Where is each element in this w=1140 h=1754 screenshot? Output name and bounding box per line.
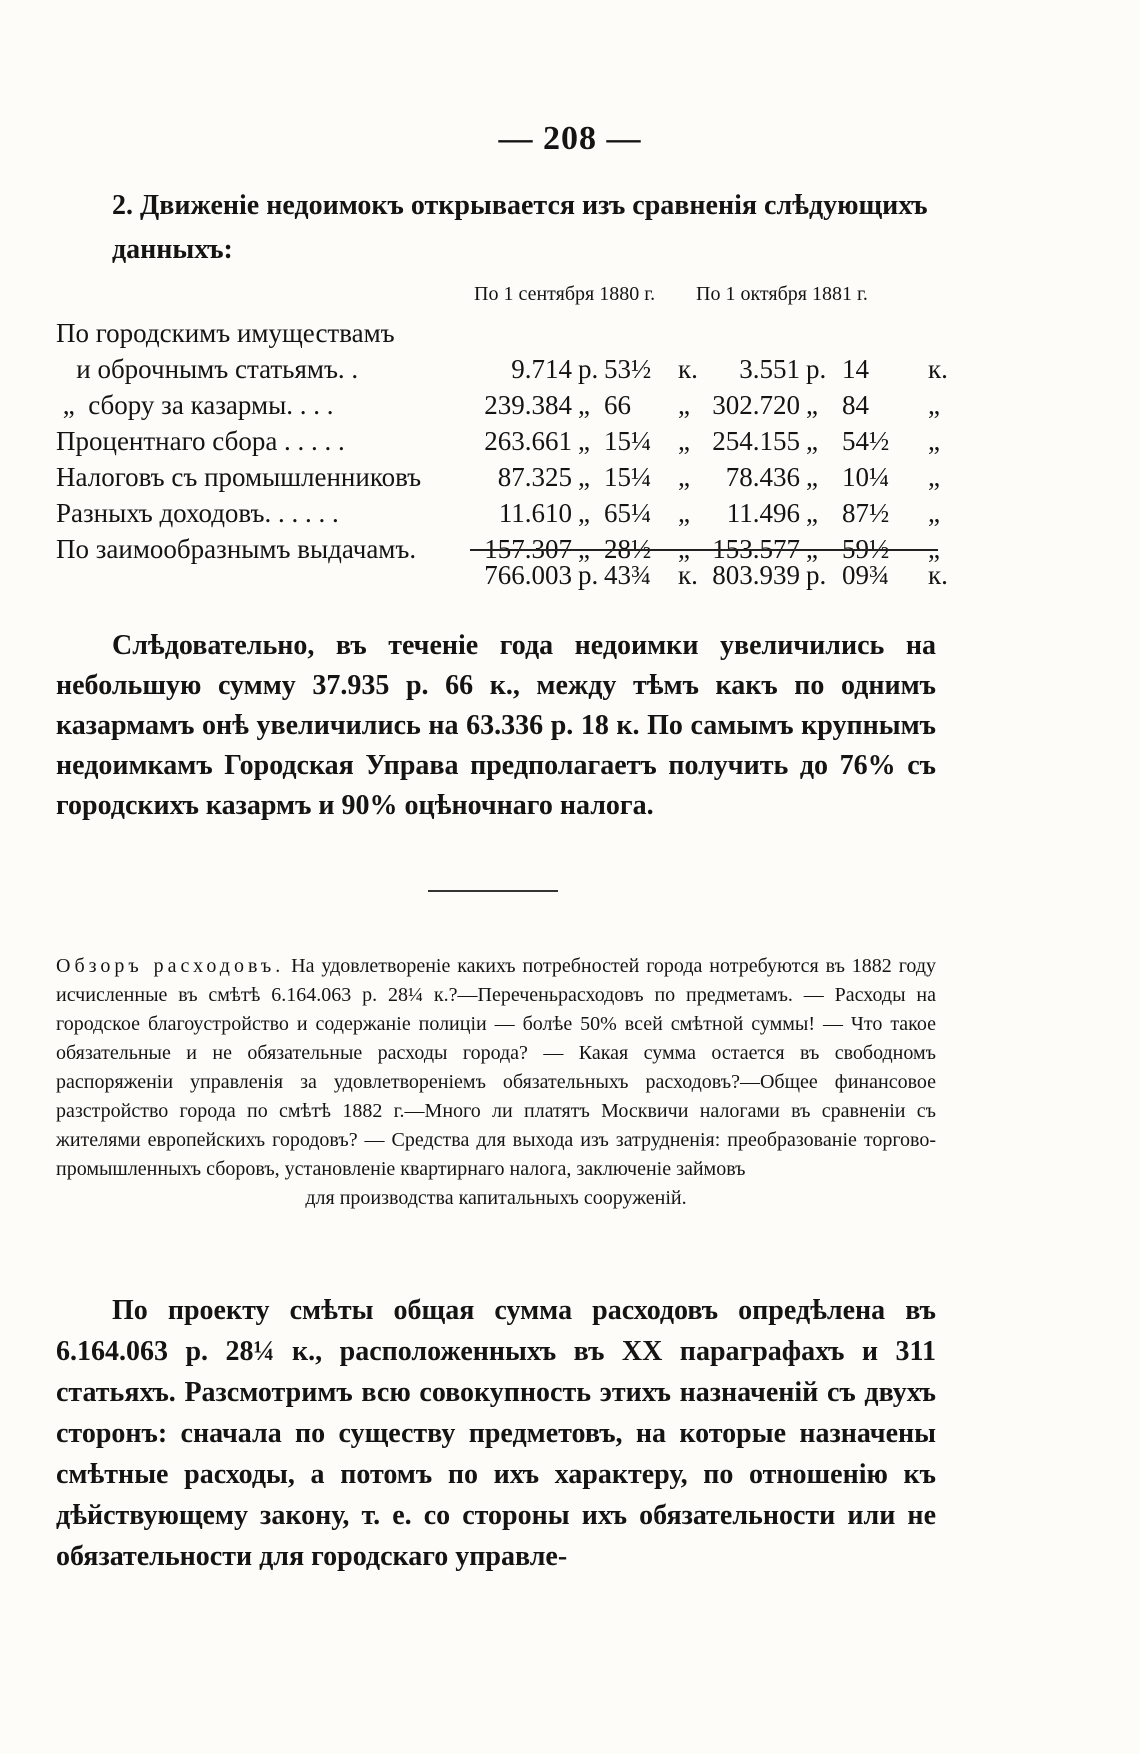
total-u2: р. — [806, 560, 827, 590]
row-label: По городскимъ имуществамъ — [56, 318, 395, 348]
paragraph-conclusion — [56, 626, 936, 826]
paragraph-budget-text: По проекту смѣты общая сумма расходовъ опредѣлена въ 6.164.063 р. 28¼ к., расположенныхъ въ XX параграфахъ и 311 статьяхъ. Разсмотримъ всю совокупность этихъ назначеній съ двухъ сторонъ: сначала по существу предметовъ, на которые назначены смѣтные расходы, а потомъ по ихъ характеру, по отношенію къ дѣйствующему закону, т. е. со стороны ихъ обязательности или не обязательности для городскаго управле- — [56, 1295, 936, 1572]
cell-u2: „ — [806, 498, 818, 528]
total-r1: 766.003 — [484, 560, 572, 590]
paragraph-conclusion-text: Слѣдовательно, въ теченіе года недоимки увеличились на небольшую сумму 37.935 р. 66 к., между тѣмъ какъ по однимъ казармамъ онѣ увеличились на 63.336 р. 18 к. По самымъ крупнымъ недоимкамъ Городская Управа предполагаетъ получить до 76% съ городскихъ казармъ и 90% оцѣночнаго налога. — [56, 630, 936, 821]
cell-r1: 87.325 — [497, 462, 572, 492]
table-row — [56, 426, 940, 459]
cell-ku2: „ — [928, 498, 940, 528]
cell-ku2: „ — [928, 534, 940, 564]
row-label: „ сбору за казармы. . . . — [56, 390, 334, 420]
cell-u1: „ — [578, 426, 590, 456]
cell-r2: 78.436 — [725, 462, 800, 492]
cell-r2: 11.496 — [726, 498, 800, 528]
cell-r1: 263.661 — [484, 426, 572, 456]
cell-ku1: „ — [678, 534, 690, 564]
row-label: и оброчнымъ статьямъ. . — [56, 354, 359, 384]
cell-ku1: „ — [678, 462, 690, 492]
total-ku2: к. — [928, 560, 948, 590]
cell-u2: „ — [806, 426, 818, 456]
cell-r1: 239.384 — [484, 390, 572, 420]
cell-k2: 54½ — [842, 426, 890, 456]
total-k1: 43¾ — [604, 560, 652, 590]
cell-r1: 157.307 — [484, 534, 572, 564]
cell-r1: 11.610 — [498, 498, 572, 528]
cell-k1: 15¼ — [604, 426, 652, 456]
cell-u1: р. — [578, 354, 599, 384]
cell-r1: 9.714 — [511, 354, 572, 384]
total-ku1: к. — [678, 560, 698, 590]
row-label: Процентнаго сбора . . . . . — [56, 426, 345, 456]
summary-title: Обзоръ расходовъ. — [56, 955, 285, 977]
total-rule — [470, 549, 938, 551]
cell-k1: 53½ — [604, 354, 652, 384]
table-row — [56, 318, 936, 351]
chapter-summary — [56, 952, 936, 1213]
cell-u1: „ — [578, 534, 590, 564]
table-total-row — [56, 560, 948, 593]
cell-k1: 66 — [604, 390, 631, 420]
cell-r2: 3.551 — [739, 354, 800, 384]
cell-ku1: „ — [678, 390, 690, 420]
cell-r2: 302.720 — [712, 390, 800, 420]
header-col1: По 1 сентября 1880 г. — [474, 283, 656, 305]
cell-k2: 84 — [842, 390, 869, 420]
table-row — [56, 462, 940, 495]
total-u1: р. — [578, 560, 599, 590]
table-row — [56, 390, 940, 423]
cell-k1: 65¼ — [604, 498, 652, 528]
cell-ku2: „ — [928, 390, 940, 420]
total-r2: 803.939 — [712, 560, 800, 590]
cell-k1: 15¼ — [604, 462, 652, 492]
cell-u1: „ — [578, 390, 590, 420]
cell-u1: „ — [578, 498, 590, 528]
table-row — [56, 354, 948, 387]
table-row — [56, 498, 940, 531]
intro-text: 2. Движеніе недоимокъ открывается изъ сравненія слѣдующихъ данныхъ: — [112, 190, 928, 265]
cell-k2: 10¼ — [842, 462, 890, 492]
cell-u2: р. — [806, 354, 827, 384]
cell-k2: 59½ — [842, 534, 890, 564]
cell-r2: 254.155 — [712, 426, 800, 456]
cell-ku2: „ — [928, 426, 940, 456]
summary-body — [56, 952, 936, 1184]
cell-u2: „ — [806, 534, 818, 564]
cell-k2: 14 — [842, 354, 869, 384]
page-number: — 208 — — [498, 120, 642, 157]
cell-ku2: „ — [928, 462, 940, 492]
paragraph-budget — [56, 1290, 936, 1577]
cell-k2: 87½ — [842, 498, 890, 528]
total-k2: 09¾ — [842, 560, 890, 590]
cell-u1: „ — [578, 462, 590, 492]
cell-r2: 153.577 — [712, 534, 800, 564]
cell-ku1: „ — [678, 426, 690, 456]
cell-ku1: к. — [678, 354, 698, 384]
summary-text: На удовлетвореніе какихъ потребностей города нотребуются въ 1882 году исчисленные въ смѣтѣ 6.164.063 р. 28¼ к.?—Переченьрасходовъ по предметамъ. — Расходы на городское благоустройство и содержаніе полиціи — болѣе 50% всей смѣтной суммы! — Что такое обязательные и не обязательные расходы города? — Какая сумма остается въ свободномъ распоряженіи управленія за удовлетвореніемъ обязательныхъ расходовъ?—Общее финансовое разстройство города по смѣтѣ 1882 г.—Много ли платятъ Москвичи налогами въ сравненіи съ жителями европейскихъ городовъ? — Средства для выхода изъ затрудненія: преобразованіе торгово-промышленныхъ сборовъ, установленіе квартирнаго налога, заключеніе займовъ — [56, 955, 936, 1180]
summary-last-line: для производства капитальныхъ сооруженій. — [305, 1187, 687, 1209]
cell-ku2: к. — [928, 354, 948, 384]
row-label: Разныхъ доходовъ. . . . . . — [56, 498, 339, 528]
cell-k1: 28½ — [604, 534, 652, 564]
section-divider — [428, 890, 558, 892]
cell-u2: „ — [806, 462, 818, 492]
cell-u2: „ — [806, 390, 818, 420]
header-col2: По 1 октября 1881 г. — [696, 283, 868, 305]
intro-paragraph — [56, 184, 936, 272]
row-label: Налоговъ съ промышленниковъ — [56, 462, 422, 492]
row-label: По заимообразнымъ выдачамъ. — [56, 534, 417, 564]
cell-ku1: „ — [678, 498, 690, 528]
